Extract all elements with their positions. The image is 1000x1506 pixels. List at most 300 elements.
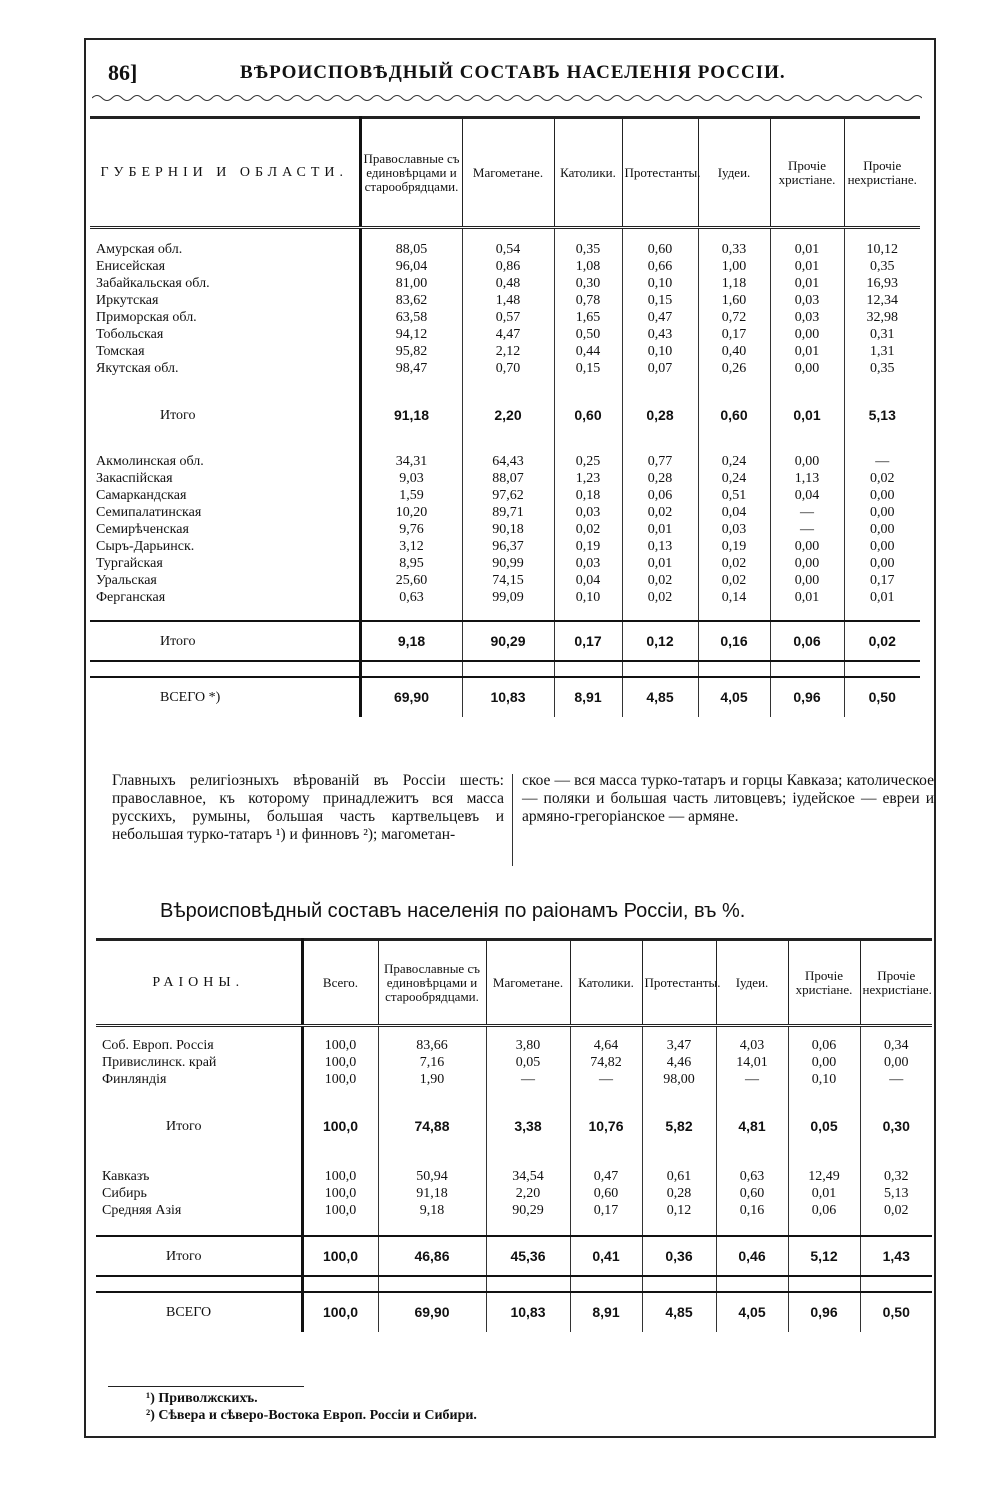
table-cell: 1,23 bbox=[554, 470, 622, 487]
table-cell: 3,12 bbox=[360, 538, 462, 555]
table-cell: 4,03 bbox=[716, 1037, 788, 1054]
table-cell: 100,0 bbox=[302, 1106, 378, 1146]
table-cell: 0,32 bbox=[860, 1168, 932, 1185]
table-cell: 0,17 bbox=[844, 572, 920, 589]
table-cell: 69,90 bbox=[378, 1292, 486, 1332]
table-cell: 69,90 bbox=[360, 677, 462, 717]
table-cell: 0,01 bbox=[770, 395, 844, 435]
table-cell: 16,93 bbox=[844, 275, 920, 292]
table-cell: 0,25 bbox=[554, 453, 622, 470]
row-label: Енисейская bbox=[96, 259, 166, 274]
footnote-2: ²) Сѣвера и сѣверо-Востока Европ. Россіи и Сибири. bbox=[146, 1408, 477, 1423]
table-cell: 14,01 bbox=[716, 1054, 788, 1071]
table-cell: 0,00 bbox=[770, 538, 844, 555]
table-cell: 0,05 bbox=[788, 1106, 860, 1146]
table-cell: 0,10 bbox=[554, 589, 622, 606]
col-header-protestants: Протестанты. bbox=[642, 940, 716, 1026]
table-cell: 12,49 bbox=[788, 1168, 860, 1185]
table-row bbox=[96, 1202, 932, 1219]
table-cell: — bbox=[770, 521, 844, 538]
table-cell: 5,13 bbox=[844, 395, 920, 435]
row-label: Ферганская bbox=[96, 590, 166, 605]
table-cell: 0,61 bbox=[642, 1168, 716, 1185]
table-cell: 0,17 bbox=[554, 621, 622, 661]
table-cell: 91,18 bbox=[360, 395, 462, 435]
spacer-row bbox=[96, 1026, 932, 1038]
table-cell: 34,54 bbox=[486, 1168, 570, 1185]
row-label: Самаркандская bbox=[96, 488, 187, 503]
table-cell: 83,62 bbox=[360, 292, 462, 309]
table-cell: 3,80 bbox=[486, 1037, 570, 1054]
row-label: Семирѣченская bbox=[96, 522, 189, 537]
table-cell: 0,04 bbox=[770, 487, 844, 504]
table-cell: 0,51 bbox=[698, 487, 770, 504]
table-cell: 3,38 bbox=[486, 1106, 570, 1146]
table-cell: 0,10 bbox=[622, 275, 698, 292]
table-cell: 0,00 bbox=[860, 1054, 932, 1071]
table-row bbox=[90, 555, 920, 572]
table-cell: 0,40 bbox=[698, 343, 770, 360]
table-cell: 1,00 bbox=[698, 258, 770, 275]
row-label: Семипалатинская bbox=[96, 505, 202, 520]
table-cell: 0,86 bbox=[462, 258, 554, 275]
table-cell: 100,0 bbox=[302, 1292, 378, 1332]
table-cell: 1,31 bbox=[844, 343, 920, 360]
row-label: Итого bbox=[166, 1118, 202, 1134]
table-cell: 0,05 bbox=[486, 1054, 570, 1071]
table-cell: 0,47 bbox=[622, 309, 698, 326]
row-label: ВСЕГО *) bbox=[160, 690, 221, 705]
table-cell: 100,0 bbox=[302, 1185, 378, 1202]
table-cell: 0,06 bbox=[770, 621, 844, 661]
table-cell: 8,91 bbox=[554, 677, 622, 717]
table-cell: 0,00 bbox=[770, 572, 844, 589]
table-cell: 4,47 bbox=[462, 326, 554, 343]
section-subtitle: Вѣроисповѣдный составъ населенія по раіонамъ Россіи, въ %. bbox=[160, 900, 746, 922]
table-cell: 0,02 bbox=[622, 572, 698, 589]
table-cell: 4,85 bbox=[622, 677, 698, 717]
table-cell: 63,58 bbox=[360, 309, 462, 326]
table-cell: 0,00 bbox=[844, 487, 920, 504]
table-cell: 0,28 bbox=[642, 1185, 716, 1202]
table-cell: 0,63 bbox=[360, 589, 462, 606]
table-cell: 32,98 bbox=[844, 309, 920, 326]
table-cell: 0,03 bbox=[698, 521, 770, 538]
table-row bbox=[90, 292, 920, 309]
col-header-jews: Іудеи. bbox=[716, 940, 788, 1026]
table-cell: 90,29 bbox=[462, 621, 554, 661]
col-header-catholics: Католики. bbox=[570, 940, 642, 1026]
row-label: Сыръ-Дарьинск. bbox=[96, 539, 195, 554]
table-row bbox=[96, 1071, 932, 1088]
table-cell: — bbox=[844, 453, 920, 470]
table-cell: 0,41 bbox=[570, 1236, 642, 1276]
table-row bbox=[90, 453, 920, 470]
table-row bbox=[90, 521, 920, 538]
table-cell: 0,60 bbox=[554, 395, 622, 435]
table-cell: 0,06 bbox=[622, 487, 698, 504]
table-cell: 97,62 bbox=[462, 487, 554, 504]
table-cell: 0,96 bbox=[788, 1292, 860, 1332]
table-row bbox=[96, 1185, 932, 1202]
table-cell: 25,60 bbox=[360, 572, 462, 589]
table-cell: 0,43 bbox=[622, 326, 698, 343]
table-row bbox=[90, 241, 920, 258]
table-cell: 0,19 bbox=[698, 538, 770, 555]
table-cell: 91,18 bbox=[378, 1185, 486, 1202]
row-label: Средняя Азія bbox=[102, 1203, 182, 1218]
table-cell: 0,02 bbox=[622, 504, 698, 521]
col-header-regions: РАІОНЫ. bbox=[152, 975, 245, 990]
table-row bbox=[90, 487, 920, 504]
row-label: Закаспійская bbox=[96, 471, 173, 486]
table-cell: 4,46 bbox=[642, 1054, 716, 1071]
table-cell: 0,44 bbox=[554, 343, 622, 360]
table-cell: 0,30 bbox=[860, 1106, 932, 1146]
table-cell: 1,48 bbox=[462, 292, 554, 309]
table-cell: 0,00 bbox=[844, 521, 920, 538]
col-header-muslims: Магометане. bbox=[462, 118, 554, 228]
table-cell: 0,35 bbox=[844, 360, 920, 377]
table-cell: 0,24 bbox=[698, 470, 770, 487]
table-cell: 0,18 bbox=[554, 487, 622, 504]
table-cell: 0,12 bbox=[642, 1202, 716, 1219]
table-row bbox=[90, 258, 920, 275]
footnote-1: ¹) Приволжскихъ. bbox=[146, 1391, 258, 1406]
table-cell: 3,47 bbox=[642, 1037, 716, 1054]
table-cell: 4,05 bbox=[716, 1292, 788, 1332]
table-cell: 2,12 bbox=[462, 343, 554, 360]
table-cell: 0,46 bbox=[716, 1236, 788, 1276]
table-cell: 74,88 bbox=[378, 1106, 486, 1146]
table-cell: 0,63 bbox=[716, 1168, 788, 1185]
col-header-orthodox: Православные съ единовѣрцами и старообрядцами. bbox=[378, 940, 486, 1026]
table-cell: 0,60 bbox=[698, 395, 770, 435]
total-row bbox=[96, 1106, 932, 1146]
table-cell: 0,60 bbox=[570, 1185, 642, 1202]
table-cell: 7,16 bbox=[378, 1054, 486, 1071]
table-regions bbox=[96, 938, 932, 1332]
table-cell: 1,65 bbox=[554, 309, 622, 326]
table-cell: 0,01 bbox=[622, 521, 698, 538]
table-cell: — bbox=[570, 1071, 642, 1088]
col-header-catholics: Католики. bbox=[554, 118, 622, 228]
table-cell: 100,0 bbox=[302, 1202, 378, 1219]
table-cell: 0,12 bbox=[622, 621, 698, 661]
table-row bbox=[96, 1168, 932, 1185]
col-header-protestants: Протестанты. bbox=[622, 118, 698, 228]
table-cell: 1,59 bbox=[360, 487, 462, 504]
table-cell: 0,04 bbox=[554, 572, 622, 589]
row-label: Итого bbox=[166, 1248, 202, 1264]
table-cell: 0,03 bbox=[770, 309, 844, 326]
table-cell: 0,10 bbox=[622, 343, 698, 360]
table-cell: 100,0 bbox=[302, 1168, 378, 1185]
table-cell: 90,99 bbox=[462, 555, 554, 572]
table-cell: 4,85 bbox=[642, 1292, 716, 1332]
table-cell: 0,01 bbox=[788, 1185, 860, 1202]
table-cell: 0,60 bbox=[622, 241, 698, 258]
footnote-rule bbox=[108, 1386, 304, 1387]
table-cell: — bbox=[860, 1071, 932, 1088]
table-cell: 0,00 bbox=[770, 360, 844, 377]
table-cell: 0,01 bbox=[770, 241, 844, 258]
row-label: Итого bbox=[160, 633, 196, 649]
table-cell: 0,01 bbox=[770, 343, 844, 360]
table-cell: 0,35 bbox=[554, 241, 622, 258]
row-label: Кавказъ bbox=[102, 1169, 150, 1184]
row-label: Забайкальская обл. bbox=[96, 276, 210, 291]
table-cell: 50,94 bbox=[378, 1168, 486, 1185]
table-cell: 0,48 bbox=[462, 275, 554, 292]
table-cell: 0,03 bbox=[554, 555, 622, 572]
table-cell: 0,03 bbox=[770, 292, 844, 309]
table-row bbox=[96, 1054, 932, 1071]
row-label: Иркутская bbox=[96, 293, 159, 308]
col-header-other-christians: Прочіе христіане. bbox=[788, 940, 860, 1026]
table-cell: 0,02 bbox=[844, 470, 920, 487]
table-cell: 0,19 bbox=[554, 538, 622, 555]
col-header-regions: ГУБЕРНІИ И ОБЛАСТИ. bbox=[100, 165, 349, 180]
table-cell: 5,82 bbox=[642, 1106, 716, 1146]
table-cell: 100,0 bbox=[302, 1071, 378, 1088]
table-cell: 0,24 bbox=[698, 453, 770, 470]
col-header-other-nonchristians: Прочіе нехристіане. bbox=[860, 940, 932, 1026]
table-cell: 0,60 bbox=[716, 1185, 788, 1202]
table-cell: 9,76 bbox=[360, 521, 462, 538]
table-cell: 2,20 bbox=[462, 395, 554, 435]
table-cell: 96,37 bbox=[462, 538, 554, 555]
table-cell: — bbox=[770, 504, 844, 521]
table-cell: — bbox=[716, 1071, 788, 1088]
table-row bbox=[90, 360, 920, 377]
table-cell: 74,82 bbox=[570, 1054, 642, 1071]
spacer-row bbox=[96, 1088, 932, 1106]
table-cell: 10,83 bbox=[486, 1292, 570, 1332]
table-cell: 0,47 bbox=[570, 1168, 642, 1185]
row-label: Уральская bbox=[96, 573, 157, 588]
spacer-row bbox=[96, 1146, 932, 1168]
spacer-row bbox=[90, 606, 920, 621]
table-cell: 0,02 bbox=[698, 555, 770, 572]
row-label: Тобольская bbox=[96, 327, 164, 342]
table-cell: 0,00 bbox=[844, 504, 920, 521]
table-cell: 0,30 bbox=[554, 275, 622, 292]
table-cell: 0,96 bbox=[770, 677, 844, 717]
table-cell: 0,02 bbox=[622, 589, 698, 606]
table-row bbox=[90, 470, 920, 487]
table-cell: 90,18 bbox=[462, 521, 554, 538]
table-cell: 0,50 bbox=[844, 677, 920, 717]
table-provinces bbox=[90, 116, 920, 717]
row-label: Акмолинская обл. bbox=[96, 454, 204, 469]
table-cell: 0,10 bbox=[788, 1071, 860, 1088]
table-cell: 1,60 bbox=[698, 292, 770, 309]
row-label: Соб. Европ. Россія bbox=[102, 1038, 214, 1053]
total-row bbox=[96, 1236, 932, 1276]
col-header-muslims: Магометане. bbox=[486, 940, 570, 1026]
table-row bbox=[90, 309, 920, 326]
table-cell: 10,20 bbox=[360, 504, 462, 521]
row-label: Приморская обл. bbox=[96, 310, 197, 325]
table-cell: 0,70 bbox=[462, 360, 554, 377]
column-divider bbox=[512, 774, 513, 866]
table-cell: 1,90 bbox=[378, 1071, 486, 1088]
col-header-other-christians: Прочіе христіане. bbox=[770, 118, 844, 228]
table-cell: 0,07 bbox=[622, 360, 698, 377]
table-cell: 0,28 bbox=[622, 470, 698, 487]
table-cell: 0,77 bbox=[622, 453, 698, 470]
table-cell: 0,01 bbox=[770, 589, 844, 606]
table-row bbox=[90, 538, 920, 555]
row-label: Сибирь bbox=[102, 1186, 147, 1201]
table-cell: 0,14 bbox=[698, 589, 770, 606]
table-row bbox=[90, 504, 920, 521]
table-row bbox=[90, 343, 920, 360]
table-cell: 9,18 bbox=[378, 1202, 486, 1219]
spacer-row bbox=[96, 1219, 932, 1236]
table-cell: 5,13 bbox=[860, 1185, 932, 1202]
table-cell: 88,07 bbox=[462, 470, 554, 487]
total-row bbox=[90, 677, 920, 717]
table-cell: 0,17 bbox=[698, 326, 770, 343]
table-cell: 0,02 bbox=[860, 1202, 932, 1219]
prose-left-column: Главныхъ религіозныхъ вѣрованій въ Россіи шесть: православное, къ которому принадлежитъ вся масса русскихъ, румыны, большая часть картвельцевъ и небольшая турко-татаръ ¹) и финновъ ²); магометан- bbox=[112, 772, 504, 843]
table-cell: 100,0 bbox=[302, 1054, 378, 1071]
footnotes bbox=[146, 1390, 477, 1424]
table-cell: 0,04 bbox=[698, 504, 770, 521]
table-cell: 0,28 bbox=[622, 395, 698, 435]
spacer-row bbox=[90, 228, 920, 242]
table-cell: 0,02 bbox=[554, 521, 622, 538]
table-cell: 0,01 bbox=[770, 275, 844, 292]
table-cell: 0,33 bbox=[698, 241, 770, 258]
table-cell: 8,91 bbox=[570, 1292, 642, 1332]
table-row bbox=[90, 275, 920, 292]
table-cell: 0,06 bbox=[788, 1202, 860, 1219]
row-label: Томская bbox=[96, 344, 145, 359]
spacer-row bbox=[90, 377, 920, 395]
table-cell: 0,01 bbox=[770, 258, 844, 275]
spacer-row bbox=[96, 1276, 932, 1292]
table-cell: 9,18 bbox=[360, 621, 462, 661]
table-cell: 0,50 bbox=[554, 326, 622, 343]
table-cell: 4,05 bbox=[698, 677, 770, 717]
table-cell: 46,86 bbox=[378, 1236, 486, 1276]
row-label: ВСЕГО bbox=[166, 1305, 212, 1320]
col-header-orthodox: Православные съ единовѣрцами и старообрядцами. bbox=[360, 118, 462, 228]
page-header bbox=[108, 60, 918, 90]
table-cell: 0,78 bbox=[554, 292, 622, 309]
table-cell: 100,0 bbox=[302, 1037, 378, 1054]
prose-right-column: ское — вся масса турко-татаръ и горцы Кавказа; католическое — поляки и большая часть литовцевъ; іудейское — евреи и армяно-грегоріанское — армяне. bbox=[522, 772, 934, 825]
table-cell: 0,26 bbox=[698, 360, 770, 377]
row-label: Привислинск. край bbox=[102, 1055, 217, 1070]
table-cell: 0,06 bbox=[788, 1037, 860, 1054]
table-cell: 98,47 bbox=[360, 360, 462, 377]
table-cell: 0,02 bbox=[698, 572, 770, 589]
table-cell: 0,16 bbox=[716, 1202, 788, 1219]
table-row bbox=[90, 589, 920, 606]
table-cell: 1,43 bbox=[860, 1236, 932, 1276]
table-cell: 2,20 bbox=[486, 1185, 570, 1202]
table-cell: 0,57 bbox=[462, 309, 554, 326]
table-row bbox=[90, 572, 920, 589]
table-cell: 4,81 bbox=[716, 1106, 788, 1146]
table-cell: 9,03 bbox=[360, 470, 462, 487]
table-cell: 1,18 bbox=[698, 275, 770, 292]
table-cell: 0,50 bbox=[860, 1292, 932, 1332]
table-cell: 0,16 bbox=[698, 621, 770, 661]
table-cell: 83,66 bbox=[378, 1037, 486, 1054]
table-cell: 4,64 bbox=[570, 1037, 642, 1054]
table-cell: 74,15 bbox=[462, 572, 554, 589]
page-number: 86] bbox=[108, 60, 138, 85]
running-title: ВѢРОИСПОВѢДНЫЙ СОСТАВЪ НАСЕЛЕНІЯ РОССІИ. bbox=[240, 62, 786, 83]
row-label: Финляндія bbox=[102, 1072, 167, 1087]
spacer-row bbox=[90, 435, 920, 453]
table-cell: 96,04 bbox=[360, 258, 462, 275]
row-label: Тургайская bbox=[96, 556, 163, 571]
table-cell: 89,71 bbox=[462, 504, 554, 521]
table-cell: 0,00 bbox=[770, 555, 844, 572]
total-row bbox=[90, 395, 920, 435]
col-header-total: Всего. bbox=[302, 940, 378, 1026]
table-cell: 10,76 bbox=[570, 1106, 642, 1146]
table-cell: 0,00 bbox=[770, 326, 844, 343]
table-cell: — bbox=[486, 1071, 570, 1088]
row-label: Якутская обл. bbox=[96, 361, 179, 376]
table-cell: 64,43 bbox=[462, 453, 554, 470]
table-cell: 81,00 bbox=[360, 275, 462, 292]
table-cell: 1,08 bbox=[554, 258, 622, 275]
table-cell: 10,12 bbox=[844, 241, 920, 258]
table-cell: 0,00 bbox=[770, 453, 844, 470]
table-cell: 0,00 bbox=[788, 1054, 860, 1071]
row-label: Итого bbox=[160, 407, 196, 423]
wavy-rule bbox=[92, 93, 922, 103]
table-cell: 0,15 bbox=[554, 360, 622, 377]
table-cell: 0,00 bbox=[844, 538, 920, 555]
table-row bbox=[96, 1037, 932, 1054]
table-cell: 0,36 bbox=[642, 1236, 716, 1276]
table-cell: 0,72 bbox=[698, 309, 770, 326]
table-cell: 12,34 bbox=[844, 292, 920, 309]
col-header-jews: Іудеи. bbox=[698, 118, 770, 228]
table-cell: 90,29 bbox=[486, 1202, 570, 1219]
table-cell: 0,17 bbox=[570, 1202, 642, 1219]
total-row bbox=[96, 1292, 932, 1332]
col-header-other-nonchristians: Прочіе нехристіане. bbox=[844, 118, 920, 228]
table-cell: 0,66 bbox=[622, 258, 698, 275]
table-cell: 0,02 bbox=[844, 621, 920, 661]
table-cell: 0,01 bbox=[622, 555, 698, 572]
table-cell: 94,12 bbox=[360, 326, 462, 343]
table-cell: 0,03 bbox=[554, 504, 622, 521]
table-cell: 0,15 bbox=[622, 292, 698, 309]
table-cell: 0,13 bbox=[622, 538, 698, 555]
table-cell: 95,82 bbox=[360, 343, 462, 360]
table-cell: 100,0 bbox=[302, 1236, 378, 1276]
table-cell: 10,83 bbox=[462, 677, 554, 717]
table-cell: 98,00 bbox=[642, 1071, 716, 1088]
table-cell: 34,31 bbox=[360, 453, 462, 470]
table-cell: 45,36 bbox=[486, 1236, 570, 1276]
table-row bbox=[90, 326, 920, 343]
table-cell: 99,09 bbox=[462, 589, 554, 606]
row-label: Амурская обл. bbox=[96, 242, 183, 257]
table-cell: 0,35 bbox=[844, 258, 920, 275]
